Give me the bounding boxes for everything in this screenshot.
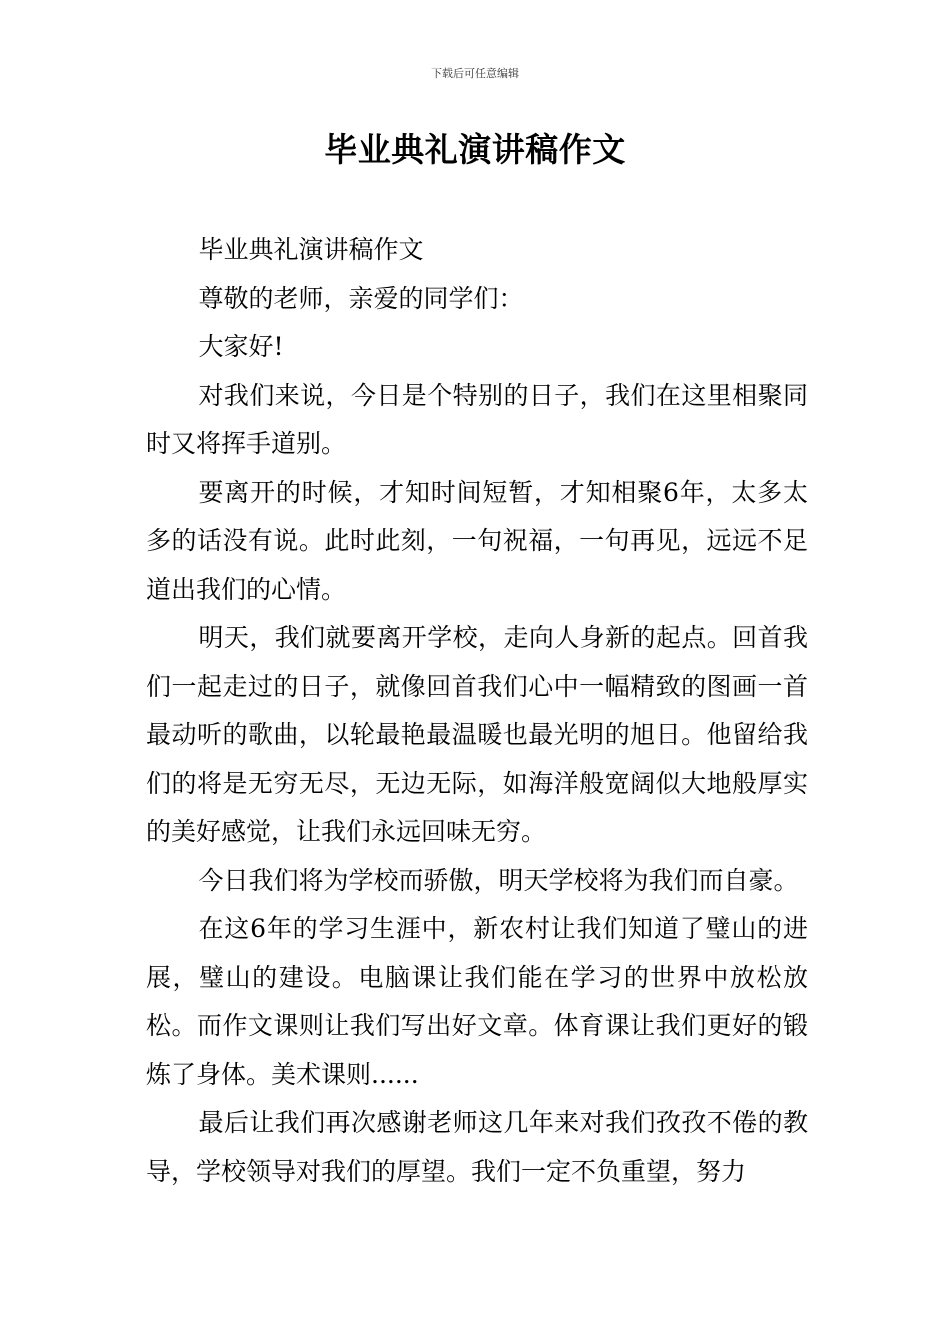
paragraph: 在这6年的学习生涯中，新农村让我们知道了璧山的进展，璧山的建设。电脑课让我们能在学习的世界中放松放松。而作文课则让我们写出好文章。体育课让我们更好的锻炼了身体。美术课则...... xyxy=(146,914,808,1089)
header-note: 下载后可任意编辑 xyxy=(431,67,519,80)
document-title: 毕业典礼演讲稿作文 xyxy=(324,130,626,169)
paragraph: 大家好! xyxy=(198,332,284,361)
paragraph: 明天，我们就要离开学校，走向人身新的起点。回首我们一起走过的日子，就像回首我们心中一幅精致的图画一首最动听的歌曲，以轮最艳最温暖也最光明的旭日。他留给我们的将是无穷无尽，无边无际，如海洋般宽阔似大地般厚实的美好感觉，让我们永远回味无穷。 xyxy=(146,623,808,846)
paragraph: 尊敬的老师，亲爱的同学们： xyxy=(198,283,524,313)
paragraph: 要离开的时候，才知时间短暂，才知相聚6年，太多太多的话没有说。此时此刻，一句祝福，一句再见，远远不足道出我们的心情。 xyxy=(146,477,808,604)
paragraph: 对我们来说，今日是个特别的日子，我们在这里相聚同时又将挥手道别。 xyxy=(146,380,808,458)
document-body xyxy=(146,226,808,1196)
paragraph: 今日我们将为学校而骄傲，明天学校将为我们而自豪。 xyxy=(198,865,799,895)
paragraph: 毕业典礼演讲稿作文 xyxy=(198,235,424,264)
paragraph: 最后让我们再次感谢老师这几年来对我们孜孜不倦的教导，学校领导对我们的厚望。我们一定不负重望，努力 xyxy=(146,1108,808,1186)
